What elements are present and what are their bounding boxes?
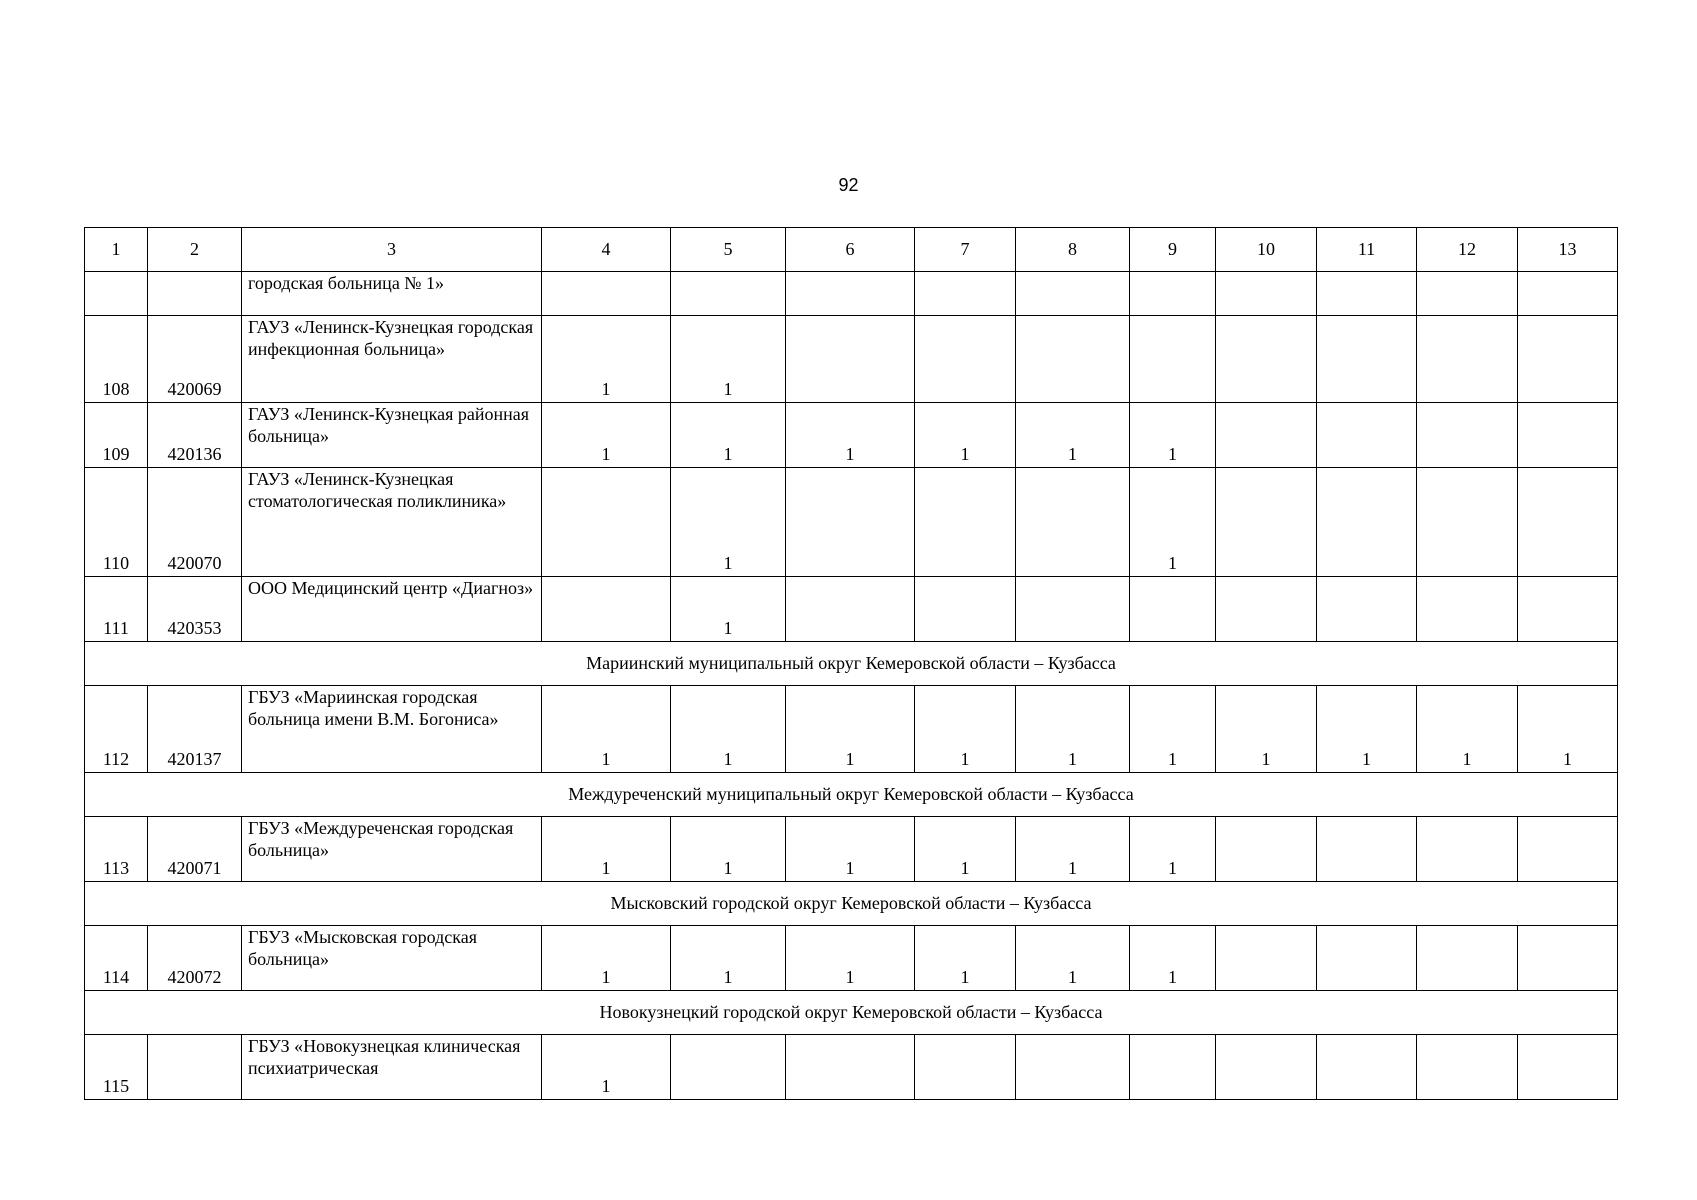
value-cell: 1 (1016, 403, 1130, 468)
value-cell (1016, 577, 1130, 642)
value-cell: 1 (915, 686, 1016, 773)
facility-code: 420137 (148, 686, 242, 773)
page-number: 92 (838, 175, 859, 195)
value-cell: 1 (671, 468, 786, 577)
value-cell: 1 (1016, 686, 1130, 773)
value-cell: 1 (542, 403, 671, 468)
value-cell: 1 (1518, 686, 1618, 773)
facility-code: 420071 (148, 817, 242, 882)
value-cell: 1 (542, 686, 671, 773)
value-cell: 1 (1130, 686, 1216, 773)
column-header: 7 (915, 228, 1016, 272)
row-number: 111 (85, 577, 148, 642)
facility-code: 420353 (148, 577, 242, 642)
value-cell (542, 468, 671, 577)
value-cell: 1 (671, 403, 786, 468)
value-cell (1216, 403, 1317, 468)
value-cell (1016, 468, 1130, 577)
table-row (85, 1035, 1618, 1100)
value-cell: 1 (1216, 686, 1317, 773)
value-cell: 1 (542, 817, 671, 882)
value-cell (915, 468, 1016, 577)
value-cell (1518, 926, 1618, 991)
section-title: Новокузнецкий городской округ Кемеровской области – Кузбасса (85, 991, 1618, 1035)
table-row (85, 468, 1618, 577)
value-cell (915, 272, 1016, 316)
value-cell (542, 577, 671, 642)
value-cell (786, 272, 915, 316)
value-cell: 1 (671, 577, 786, 642)
value-cell: 1 (786, 403, 915, 468)
section-row (85, 773, 1618, 817)
value-cell (1518, 817, 1618, 882)
value-cell (1216, 468, 1317, 577)
facility-name: ГАУЗ «Ленинск-Кузнецкая стоматологическая поликлиника» (242, 468, 542, 577)
value-cell (1016, 316, 1130, 403)
value-cell: 1 (786, 926, 915, 991)
value-cell (1518, 577, 1618, 642)
section-row (85, 991, 1618, 1035)
value-cell (915, 577, 1016, 642)
value-cell: 1 (671, 316, 786, 403)
section-title: Междуреченский муниципальный округ Кемеровской области – Кузбасса (85, 773, 1618, 817)
value-cell (1417, 403, 1518, 468)
value-cell (1216, 817, 1317, 882)
value-cell: 1 (1130, 926, 1216, 991)
column-header: 1 (85, 228, 148, 272)
value-cell: 1 (786, 817, 915, 882)
table-row (85, 686, 1618, 773)
facility-name: ГАУЗ «Ленинск-Кузнецкая городская инфекционная больница» (242, 316, 542, 403)
facility-code (148, 1035, 242, 1100)
facility-code (148, 272, 242, 316)
row-number: 109 (85, 403, 148, 468)
value-cell: 1 (1130, 403, 1216, 468)
value-cell: 1 (915, 403, 1016, 468)
facility-code: 420070 (148, 468, 242, 577)
value-cell (1130, 1035, 1216, 1100)
facility-name: ГБУЗ «Новокузнецкая клиническая психиатрическая (242, 1035, 542, 1100)
value-cell (1130, 316, 1216, 403)
value-cell: 1 (1016, 817, 1130, 882)
value-cell: 1 (1317, 686, 1417, 773)
value-cell: 1 (1130, 468, 1216, 577)
section-row (85, 642, 1618, 686)
column-header: 2 (148, 228, 242, 272)
value-cell (915, 316, 1016, 403)
value-cell: 1 (542, 316, 671, 403)
value-cell (786, 468, 915, 577)
section-title: Мысковский городской округ Кемеровской области – Кузбасса (85, 882, 1618, 926)
value-cell (1130, 272, 1216, 316)
row-number: 110 (85, 468, 148, 577)
table-row (85, 926, 1618, 991)
value-cell (1016, 272, 1130, 316)
facility-code: 420072 (148, 926, 242, 991)
column-header: 8 (1016, 228, 1130, 272)
value-cell (1417, 272, 1518, 316)
value-cell: 1 (1417, 686, 1518, 773)
column-header: 11 (1317, 228, 1417, 272)
value-cell (786, 316, 915, 403)
value-cell (1317, 926, 1417, 991)
column-header: 3 (242, 228, 542, 272)
table-row (85, 316, 1618, 403)
value-cell (1216, 1035, 1317, 1100)
value-cell: 1 (1130, 817, 1216, 882)
value-cell (1417, 1035, 1518, 1100)
facility-name: ГБУЗ «Мариинская городская больница имени В.М. Богониса» (242, 686, 542, 773)
column-header: 12 (1417, 228, 1518, 272)
row-number: 108 (85, 316, 148, 403)
facility-name: ГБУЗ «Междуреченская городская больница» (242, 817, 542, 882)
value-cell: 1 (542, 926, 671, 991)
value-cell: 1 (1016, 926, 1130, 991)
value-cell (1518, 1035, 1618, 1100)
value-cell: 1 (542, 1035, 671, 1100)
value-cell (786, 1035, 915, 1100)
value-cell (1518, 403, 1618, 468)
row-number: 114 (85, 926, 148, 991)
value-cell (1417, 577, 1518, 642)
table-row (85, 577, 1618, 642)
facilities-table (84, 227, 1618, 1100)
section-row (85, 882, 1618, 926)
row-number: 115 (85, 1035, 148, 1100)
value-cell (1317, 577, 1417, 642)
value-cell (1216, 926, 1317, 991)
facility-name: ГБУЗ «Мысковская городская больница» (242, 926, 542, 991)
value-cell (671, 1035, 786, 1100)
section-title: Мариинский муниципальный округ Кемеровской области – Кузбасса (85, 642, 1618, 686)
value-cell (1317, 817, 1417, 882)
table-row (85, 817, 1618, 882)
value-cell (1317, 272, 1417, 316)
row-number (85, 272, 148, 316)
row-number: 112 (85, 686, 148, 773)
facility-code: 420069 (148, 316, 242, 403)
facility-name: ООО Медицинский центр «Диагноз» (242, 577, 542, 642)
value-cell (1317, 1035, 1417, 1100)
table-header-row (85, 228, 1618, 272)
value-cell (1216, 272, 1317, 316)
value-cell (915, 1035, 1016, 1100)
column-header: 9 (1130, 228, 1216, 272)
value-cell: 1 (915, 926, 1016, 991)
table-row (85, 403, 1618, 468)
value-cell (671, 272, 786, 316)
facility-code: 420136 (148, 403, 242, 468)
facility-name: городская больница № 1» (242, 272, 542, 316)
value-cell (1518, 316, 1618, 403)
column-header: 10 (1216, 228, 1317, 272)
value-cell (1130, 577, 1216, 642)
column-header: 13 (1518, 228, 1618, 272)
column-header: 6 (786, 228, 915, 272)
value-cell (786, 577, 915, 642)
facility-name: ГАУЗ «Ленинск-Кузнецкая районная больница» (242, 403, 542, 468)
value-cell (1216, 577, 1317, 642)
value-cell (1417, 316, 1518, 403)
value-cell (1417, 468, 1518, 577)
table-row (85, 272, 1618, 316)
value-cell: 1 (671, 686, 786, 773)
value-cell: 1 (671, 817, 786, 882)
value-cell: 1 (915, 817, 1016, 882)
value-cell (1216, 316, 1317, 403)
value-cell (1417, 817, 1518, 882)
row-number: 113 (85, 817, 148, 882)
value-cell: 1 (786, 686, 915, 773)
value-cell (1417, 926, 1518, 991)
value-cell (1317, 403, 1417, 468)
value-cell (1518, 468, 1618, 577)
value-cell: 1 (671, 926, 786, 991)
value-cell (1518, 272, 1618, 316)
value-cell (1317, 468, 1417, 577)
value-cell (542, 272, 671, 316)
value-cell (1016, 1035, 1130, 1100)
column-header: 5 (671, 228, 786, 272)
value-cell (1317, 316, 1417, 403)
column-header: 4 (542, 228, 671, 272)
